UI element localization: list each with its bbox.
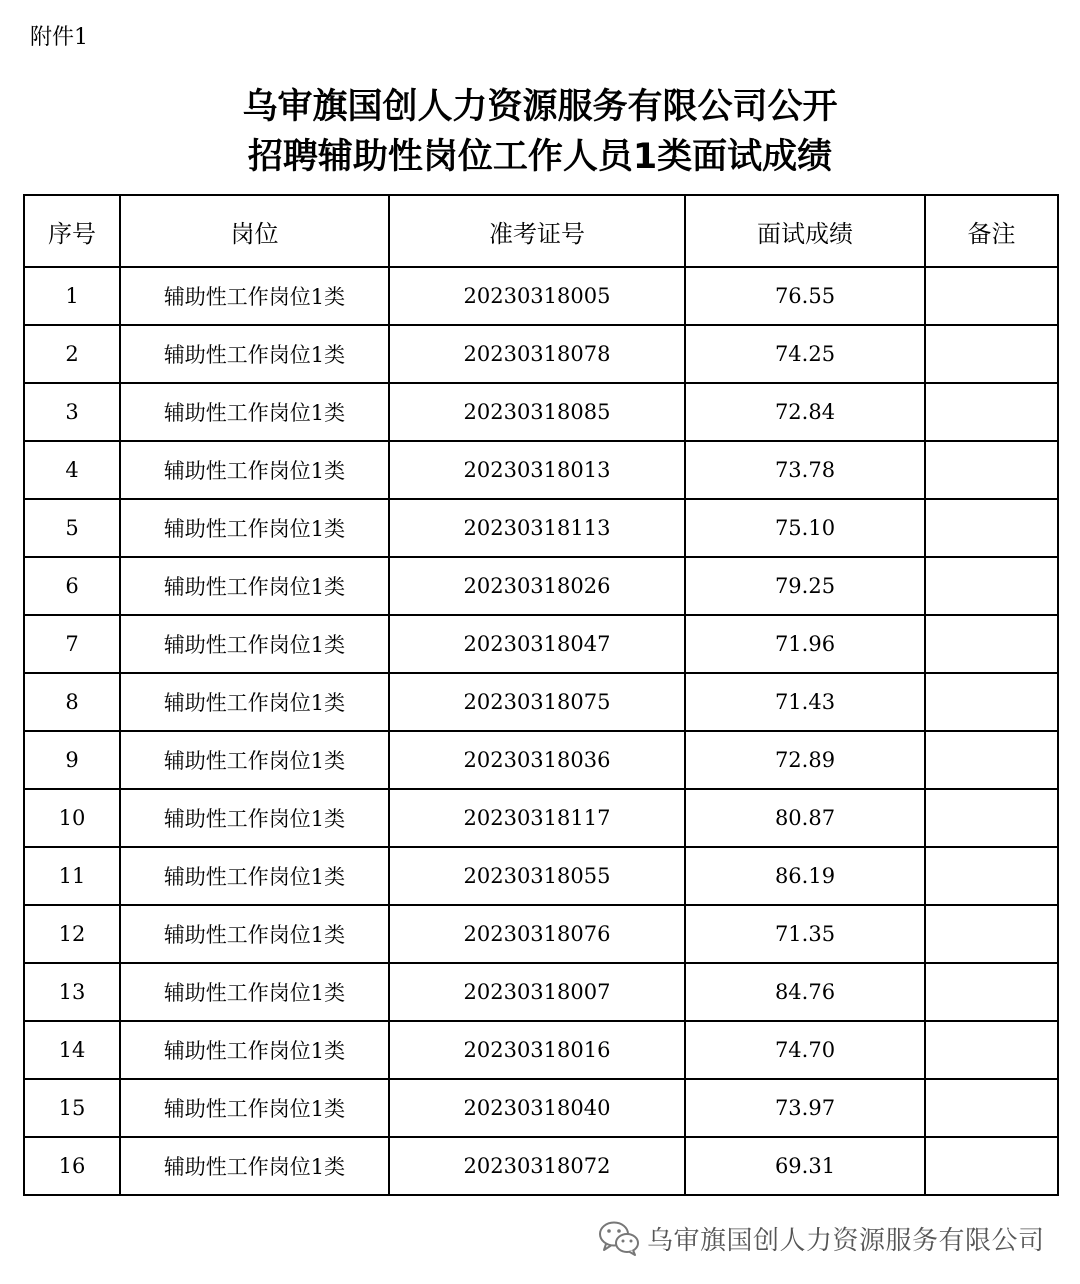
cell-position: 辅助性工作岗位1类 [120,847,389,905]
cell-remarks [925,267,1058,325]
cell-ticket-number: 20230318047 [389,615,685,673]
cell-seq: 5 [24,499,120,557]
cell-ticket-number: 20230318005 [389,267,685,325]
cell-remarks [925,789,1058,847]
cell-interview-score: 71.43 [685,673,925,731]
cell-interview-score: 72.84 [685,383,925,441]
cell-remarks [925,1021,1058,1079]
cell-interview-score: 71.96 [685,615,925,673]
cell-seq: 3 [24,383,120,441]
table-row [24,1021,1058,1079]
wechat-icon [597,1218,641,1258]
cell-seq: 10 [24,789,120,847]
cell-ticket-number: 20230318036 [389,731,685,789]
table-header-row [24,195,1058,267]
header-interview-score: 面试成绩 [685,195,925,267]
cell-remarks [925,963,1058,1021]
cell-remarks [925,847,1058,905]
cell-ticket-number: 20230318007 [389,963,685,1021]
cell-remarks [925,905,1058,963]
cell-seq: 8 [24,673,120,731]
cell-position: 辅助性工作岗位1类 [120,673,389,731]
cell-seq: 13 [24,963,120,1021]
cell-position: 辅助性工作岗位1类 [120,615,389,673]
header-seq: 序号 [24,195,120,267]
cell-interview-score: 84.76 [685,963,925,1021]
cell-position: 辅助性工作岗位1类 [120,1079,389,1137]
table-row [24,441,1058,499]
cell-interview-score: 71.35 [685,905,925,963]
cell-ticket-number: 20230318075 [389,673,685,731]
page-title-line-2: 招聘辅助性岗位工作人员1类面试成绩 [247,137,833,177]
cell-position: 辅助性工作岗位1类 [120,731,389,789]
watermark [597,1218,1045,1258]
header-position: 岗位 [120,195,389,267]
cell-interview-score: 72.89 [685,731,925,789]
cell-interview-score: 69.31 [685,1137,925,1195]
cell-remarks [925,673,1058,731]
cell-position: 辅助性工作岗位1类 [120,1021,389,1079]
cell-interview-score: 86.19 [685,847,925,905]
table-row [24,557,1058,615]
header-ticket-number: 准考证号 [389,195,685,267]
cell-position: 辅助性工作岗位1类 [120,963,389,1021]
cell-interview-score: 80.87 [685,789,925,847]
cell-remarks [925,441,1058,499]
table-row [24,905,1058,963]
cell-remarks [925,557,1058,615]
cell-interview-score: 73.97 [685,1079,925,1137]
cell-position: 辅助性工作岗位1类 [120,557,389,615]
cell-position: 辅助性工作岗位1类 [120,499,389,557]
cell-position: 辅助性工作岗位1类 [120,441,389,499]
cell-ticket-number: 20230318085 [389,383,685,441]
cell-position: 辅助性工作岗位1类 [120,325,389,383]
cell-ticket-number: 20230318078 [389,325,685,383]
cell-remarks [925,615,1058,673]
table-row [24,847,1058,905]
cell-interview-score: 74.70 [685,1021,925,1079]
cell-seq: 15 [24,1079,120,1137]
cell-ticket-number: 20230318026 [389,557,685,615]
page-title-line-1: 乌审旗国创人力资源服务有限公司公开 [242,87,838,127]
cell-interview-score: 75.10 [685,499,925,557]
cell-interview-score: 74.25 [685,325,925,383]
table-row [24,1137,1058,1195]
cell-seq: 14 [24,1021,120,1079]
cell-interview-score: 73.78 [685,441,925,499]
cell-seq: 4 [24,441,120,499]
cell-ticket-number: 20230318113 [389,499,685,557]
cell-interview-score: 79.25 [685,557,925,615]
table-row [24,383,1058,441]
table-row [24,267,1058,325]
table-row [24,615,1058,673]
cell-ticket-number: 20230318076 [389,905,685,963]
cell-seq: 11 [24,847,120,905]
table-row [24,731,1058,789]
table-body [24,267,1058,1195]
cell-position: 辅助性工作岗位1类 [120,383,389,441]
table-row [24,963,1058,1021]
interview-score-table [23,194,1059,1196]
table-row [24,673,1058,731]
table-row [24,325,1058,383]
header-remarks: 备注 [925,195,1058,267]
watermark-text: 乌审旗国创人力资源服务有限公司 [647,1225,1045,1256]
cell-seq: 9 [24,731,120,789]
cell-ticket-number: 20230318117 [389,789,685,847]
cell-seq: 2 [24,325,120,383]
cell-seq: 1 [24,267,120,325]
cell-remarks [925,383,1058,441]
table-row [24,789,1058,847]
cell-position: 辅助性工作岗位1类 [120,789,389,847]
cell-position: 辅助性工作岗位1类 [120,905,389,963]
cell-ticket-number: 20230318072 [389,1137,685,1195]
cell-seq: 7 [24,615,120,673]
cell-ticket-number: 20230318013 [389,441,685,499]
cell-remarks [925,731,1058,789]
cell-seq: 6 [24,557,120,615]
cell-position: 辅助性工作岗位1类 [120,1137,389,1195]
cell-ticket-number: 20230318016 [389,1021,685,1079]
cell-seq: 16 [24,1137,120,1195]
cell-remarks [925,499,1058,557]
cell-position: 辅助性工作岗位1类 [120,267,389,325]
attachment-label: 附件1 [30,25,88,50]
cell-remarks [925,1137,1058,1195]
cell-seq: 12 [24,905,120,963]
table-row [24,499,1058,557]
cell-interview-score: 76.55 [685,267,925,325]
cell-ticket-number: 20230318040 [389,1079,685,1137]
cell-remarks [925,325,1058,383]
cell-ticket-number: 20230318055 [389,847,685,905]
table-row [24,1079,1058,1137]
cell-remarks [925,1079,1058,1137]
